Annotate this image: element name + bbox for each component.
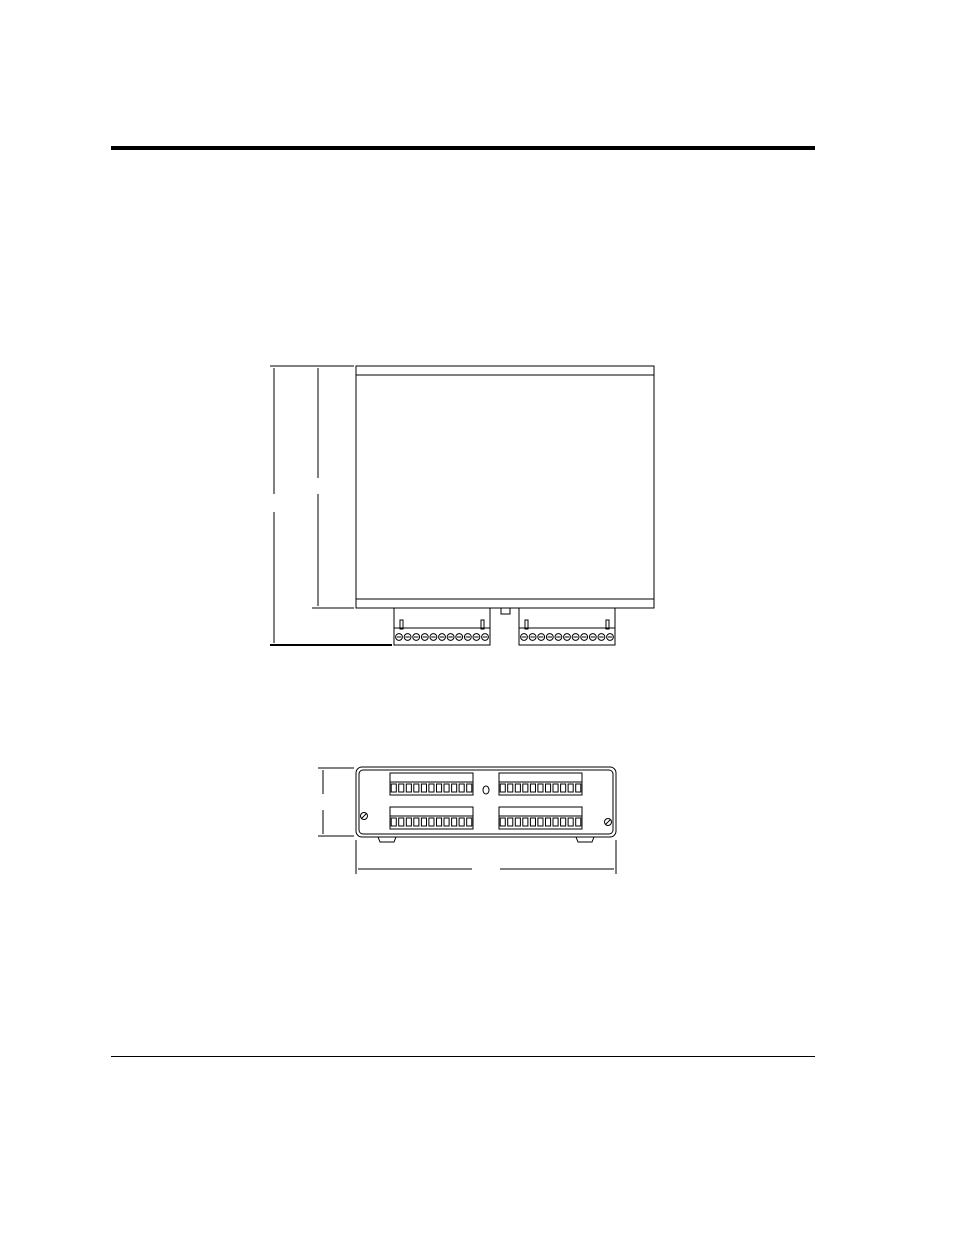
footer-rule xyxy=(111,1056,815,1057)
terminal-screw xyxy=(430,634,437,641)
front-panel-inner xyxy=(359,770,613,834)
front-connector-block xyxy=(499,773,582,795)
connector-pin xyxy=(437,818,442,826)
mount-screw-left xyxy=(361,813,368,820)
terminal-screw xyxy=(456,634,463,641)
connector-pin xyxy=(523,784,528,792)
connector-pin xyxy=(406,818,411,826)
connector-pin xyxy=(500,818,505,826)
connector-pin xyxy=(429,818,434,826)
connector-pin xyxy=(515,784,520,792)
connector-pin xyxy=(508,784,513,792)
connector-pin xyxy=(508,818,513,826)
connector-pin xyxy=(399,818,404,826)
connector-pin xyxy=(561,818,566,826)
terminal-screw xyxy=(396,634,403,641)
connector-pin xyxy=(500,784,505,792)
connector-pin xyxy=(576,784,581,792)
connector-pin xyxy=(546,818,551,826)
terminal-block-right xyxy=(519,608,615,645)
connector-pin xyxy=(467,784,472,792)
terminal-screw xyxy=(521,634,528,641)
connector-pin xyxy=(406,784,411,792)
connector-pin xyxy=(414,818,419,826)
connector-pin xyxy=(538,784,543,792)
terminal-screw xyxy=(555,634,562,641)
connector-pin xyxy=(568,784,573,792)
connector-pin xyxy=(530,818,535,826)
terminal-screw xyxy=(598,634,605,641)
connector-pin xyxy=(515,818,520,826)
terminal-screw xyxy=(572,634,579,641)
connector-pin xyxy=(437,784,442,792)
terminal-screw xyxy=(529,634,536,641)
connector-pin xyxy=(561,784,566,792)
terminal-screw xyxy=(464,634,471,641)
terminal-screw xyxy=(538,634,545,641)
connector-pin xyxy=(421,784,426,792)
connector-pin xyxy=(444,784,449,792)
connector-pin xyxy=(523,818,528,826)
connector-pin xyxy=(391,818,396,826)
front-connector-block xyxy=(499,807,582,829)
foot-right xyxy=(576,837,594,842)
terminal-screw xyxy=(482,634,489,641)
terminal-screw xyxy=(607,634,614,641)
terminal-screw xyxy=(439,634,446,641)
front-connector-block xyxy=(390,807,473,829)
connector-pin xyxy=(467,818,472,826)
terminal-screw xyxy=(413,634,420,641)
connector-pin xyxy=(553,818,558,826)
connector-pin xyxy=(546,784,551,792)
connector-pin xyxy=(568,818,573,826)
terminal-screw xyxy=(447,634,454,641)
mount-screw-right xyxy=(605,819,612,826)
terminal-screw xyxy=(473,634,480,641)
connector-pin xyxy=(452,784,457,792)
enclosure-body xyxy=(356,366,654,608)
connector-pin xyxy=(459,784,464,792)
foot-left xyxy=(378,837,396,842)
connector-pin xyxy=(444,818,449,826)
terminal-screw xyxy=(589,634,596,641)
front-connector-block xyxy=(390,773,473,795)
terminal-screw xyxy=(404,634,411,641)
connector-pin xyxy=(391,784,396,792)
connector-pin xyxy=(452,818,457,826)
side-view-drawing xyxy=(270,366,654,645)
connector-pin xyxy=(530,784,535,792)
status-led xyxy=(483,786,489,794)
terminal-screw xyxy=(421,634,428,641)
center-tab xyxy=(501,608,510,614)
connector-pin xyxy=(421,818,426,826)
front-view-drawing xyxy=(318,767,616,874)
terminal-screw xyxy=(546,634,553,641)
connector-pin xyxy=(399,784,404,792)
terminal-screw xyxy=(581,634,588,641)
connector-pin xyxy=(429,784,434,792)
terminal-block-left xyxy=(394,608,490,645)
terminal-screw xyxy=(564,634,571,641)
connector-pin xyxy=(576,818,581,826)
connector-pin xyxy=(459,818,464,826)
connector-pin xyxy=(553,784,558,792)
connector-pin xyxy=(414,784,419,792)
connector-pin xyxy=(538,818,543,826)
